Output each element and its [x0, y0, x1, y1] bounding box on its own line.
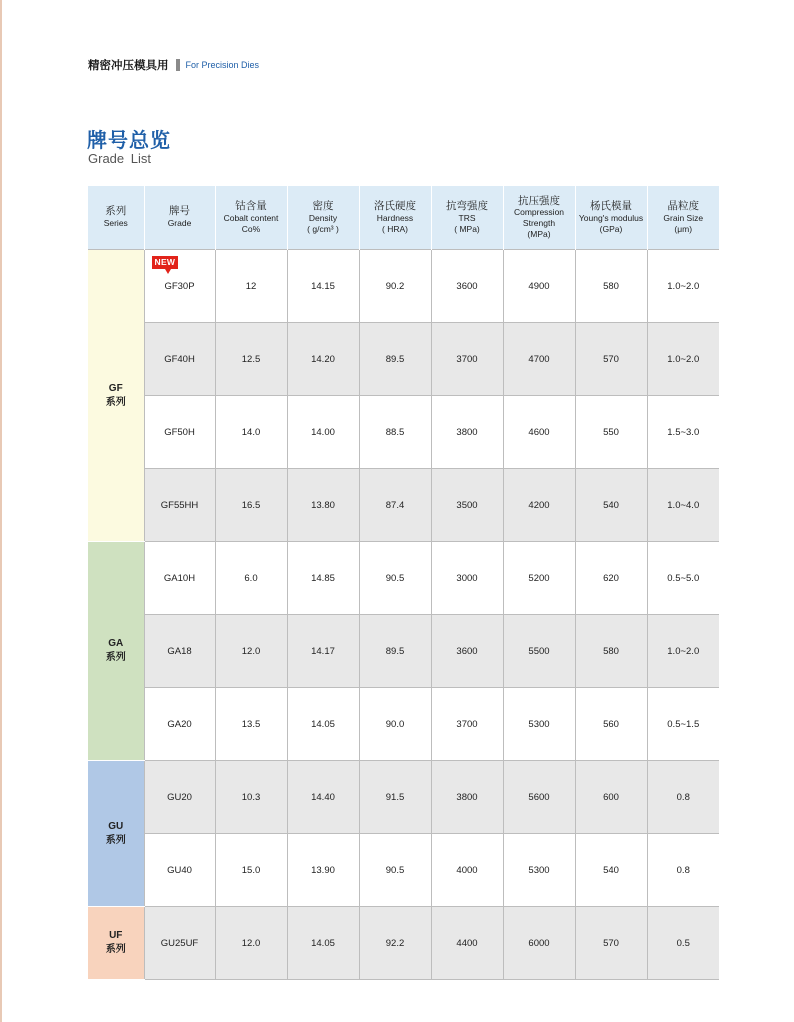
series-label: 系列 [105, 652, 126, 663]
series-code: GA [108, 638, 124, 649]
grain-cell: 0.5~5.0 [647, 542, 719, 615]
col-header-cn: 洛氏硬度 [374, 199, 416, 212]
col-header-density [287, 186, 359, 250]
col-header-unit: (MPa) [527, 228, 551, 239]
grade-table [88, 186, 719, 980]
young-cell: 580 [575, 615, 647, 688]
col-header-unit: Co% [241, 223, 261, 234]
grade-name: GF55HH [160, 499, 199, 511]
density-cell: 14.20 [287, 323, 359, 396]
col-header-series [88, 186, 144, 250]
table-row [88, 542, 719, 615]
trs-cell: 3700 [431, 688, 503, 761]
grade-cell [144, 396, 215, 469]
grade-cell [144, 761, 215, 834]
col-header-en: Density [308, 212, 338, 223]
col-header-en: Compression [513, 206, 565, 217]
trs-cell: 4400 [431, 907, 503, 980]
col-header-cn: 晶粒度 [667, 199, 699, 212]
grade-name: GF40H [164, 353, 195, 365]
col-header-cn: 密度 [312, 199, 334, 212]
cobalt-cell: 13.5 [215, 688, 287, 761]
grain-cell: 1.0~2.0 [647, 323, 719, 396]
page-edge-stripe [0, 0, 2, 1022]
col-header-hardness [359, 186, 431, 250]
cobalt-cell: 12 [215, 250, 287, 323]
col-header-en: Series [103, 218, 128, 228]
col-header-en: Grade [167, 218, 192, 228]
col-header-en: Grain Size [663, 212, 704, 223]
hardness-cell: 89.5 [359, 323, 431, 396]
col-header-en: Hardness [376, 212, 414, 223]
density-cell: 13.80 [287, 469, 359, 542]
density-cell: 14.05 [287, 907, 359, 980]
col-header-en: Young's modulus [578, 212, 644, 223]
compression-cell: 5500 [503, 615, 575, 688]
compression-cell: 4600 [503, 396, 575, 469]
compression-cell: 5600 [503, 761, 575, 834]
trs-cell: 3700 [431, 323, 503, 396]
col-header-en-2: Strength [522, 217, 556, 228]
col-header-compression [503, 186, 575, 250]
grain-cell: 1.0~4.0 [647, 469, 719, 542]
col-header-cn: 抗弯强度 [446, 199, 488, 212]
density-cell: 14.05 [287, 688, 359, 761]
col-header-cn: 杨氏模量 [590, 199, 632, 212]
trs-cell: 4000 [431, 834, 503, 907]
col-header-unit: (μm) [674, 223, 693, 234]
table-row [88, 396, 719, 469]
hardness-cell: 92.2 [359, 907, 431, 980]
density-cell: 14.40 [287, 761, 359, 834]
grade-name: GU20 [167, 791, 192, 803]
new-badge: NEW [152, 256, 179, 269]
young-cell: 570 [575, 907, 647, 980]
compression-cell: 5300 [503, 688, 575, 761]
grade-cell [144, 688, 215, 761]
grade-name: GF30P [164, 280, 195, 292]
young-cell: 580 [575, 250, 647, 323]
table-row [88, 323, 719, 396]
density-cell: 14.85 [287, 542, 359, 615]
grade-name: GA10H [163, 572, 196, 584]
col-header-en: TRS [458, 212, 476, 223]
series-label: 系列 [105, 396, 126, 408]
col-header-trs [431, 186, 503, 250]
grain-cell: 0.8 [647, 761, 719, 834]
col-header-cn: 系列 [105, 205, 127, 217]
col-header-unit: ( g/cm³ ) [307, 223, 339, 234]
grain-cell: 0.8 [647, 834, 719, 907]
compression-cell: 4700 [503, 323, 575, 396]
col-header-grain [647, 186, 719, 250]
young-cell: 540 [575, 469, 647, 542]
cobalt-cell: 6.0 [215, 542, 287, 615]
grain-cell: 0.5 [647, 907, 719, 980]
series-gf-cell [88, 250, 144, 542]
grade-name: GU25UF [160, 937, 199, 949]
series-code: GF [108, 382, 123, 394]
header-divider [176, 59, 180, 71]
col-header-unit: ( MPa) [454, 223, 480, 234]
grade-cell [144, 834, 215, 907]
density-cell: 14.15 [287, 250, 359, 323]
grade-cell [144, 615, 215, 688]
table-row [88, 615, 719, 688]
trs-cell: 3000 [431, 542, 503, 615]
density-cell: 14.17 [287, 615, 359, 688]
grade-cell [144, 469, 215, 542]
density-cell: 13.90 [287, 834, 359, 907]
grade-name: GU40 [167, 864, 192, 876]
cobalt-cell: 15.0 [215, 834, 287, 907]
hardness-cell: 90.0 [359, 688, 431, 761]
col-header-unit: (GPa) [599, 223, 623, 234]
compression-cell: 5300 [503, 834, 575, 907]
col-header-en: Cobalt content [223, 212, 279, 223]
page-title: 牌号总览 [87, 128, 171, 152]
young-cell: 560 [575, 688, 647, 761]
cobalt-cell: 10.3 [215, 761, 287, 834]
grain-cell: 1.5~3.0 [647, 396, 719, 469]
grade-cell [144, 542, 215, 615]
col-header-young [575, 186, 647, 250]
grade-cell [144, 323, 215, 396]
grade-name: GA20 [167, 718, 192, 730]
col-header-grade [144, 186, 215, 250]
compression-cell: 4200 [503, 469, 575, 542]
hardness-cell: 89.5 [359, 615, 431, 688]
grain-cell: 1.0~2.0 [647, 250, 719, 323]
hardness-cell: 90.2 [359, 250, 431, 323]
young-cell: 600 [575, 761, 647, 834]
series-label: 系列 [105, 944, 126, 955]
table-header-row [88, 186, 719, 250]
trs-cell: 3800 [431, 761, 503, 834]
table-body [88, 250, 719, 980]
compression-cell: 4900 [503, 250, 575, 323]
hardness-cell: 88.5 [359, 396, 431, 469]
table-row [88, 834, 719, 907]
col-header-cn: 牌号 [169, 205, 190, 217]
header-title-cn: 精密冲压模具用 [88, 58, 169, 72]
young-cell: 620 [575, 542, 647, 615]
series-code: GU [108, 820, 124, 832]
table-row [88, 761, 719, 834]
cobalt-cell: 12.5 [215, 323, 287, 396]
compression-cell: 5200 [503, 542, 575, 615]
trs-cell: 3500 [431, 469, 503, 542]
cobalt-cell: 14.0 [215, 396, 287, 469]
grade-cell [144, 907, 215, 980]
grain-cell: 1.0~2.0 [647, 615, 719, 688]
series-code: UF [109, 930, 123, 941]
col-header-cn: 钴含量 [235, 199, 267, 212]
col-header-unit: ( HRA) [382, 223, 408, 234]
grade-name: GF50H [164, 426, 195, 438]
table-row [88, 469, 719, 542]
series-uf-cell [88, 907, 144, 980]
cobalt-cell: 16.5 [215, 469, 287, 542]
series-gu-cell [88, 761, 144, 907]
young-cell: 540 [575, 834, 647, 907]
hardness-cell: 90.5 [359, 542, 431, 615]
young-cell: 550 [575, 396, 647, 469]
trs-cell: 3600 [431, 250, 503, 323]
table-row [88, 688, 719, 761]
hardness-cell: 90.5 [359, 834, 431, 907]
section-header [88, 57, 259, 73]
grade-name: GA18 [167, 645, 192, 657]
hardness-cell: 91.5 [359, 761, 431, 834]
table-row [88, 250, 719, 323]
col-header-cobalt [215, 186, 287, 250]
grade-cell [144, 250, 215, 323]
density-cell: 14.00 [287, 396, 359, 469]
cobalt-cell: 12.0 [215, 615, 287, 688]
series-label: 系列 [105, 834, 126, 846]
header-title-en: For Precision Dies [185, 60, 260, 70]
page-subtitle: Grade List [88, 151, 151, 166]
compression-cell: 6000 [503, 907, 575, 980]
young-cell: 570 [575, 323, 647, 396]
hardness-cell: 87.4 [359, 469, 431, 542]
cobalt-cell: 12.0 [215, 907, 287, 980]
grain-cell: 0.5~1.5 [647, 688, 719, 761]
table-row [88, 907, 719, 980]
trs-cell: 3600 [431, 615, 503, 688]
trs-cell: 3800 [431, 396, 503, 469]
series-ga-cell [88, 542, 144, 761]
col-header-cn: 抗压强度 [518, 194, 560, 207]
